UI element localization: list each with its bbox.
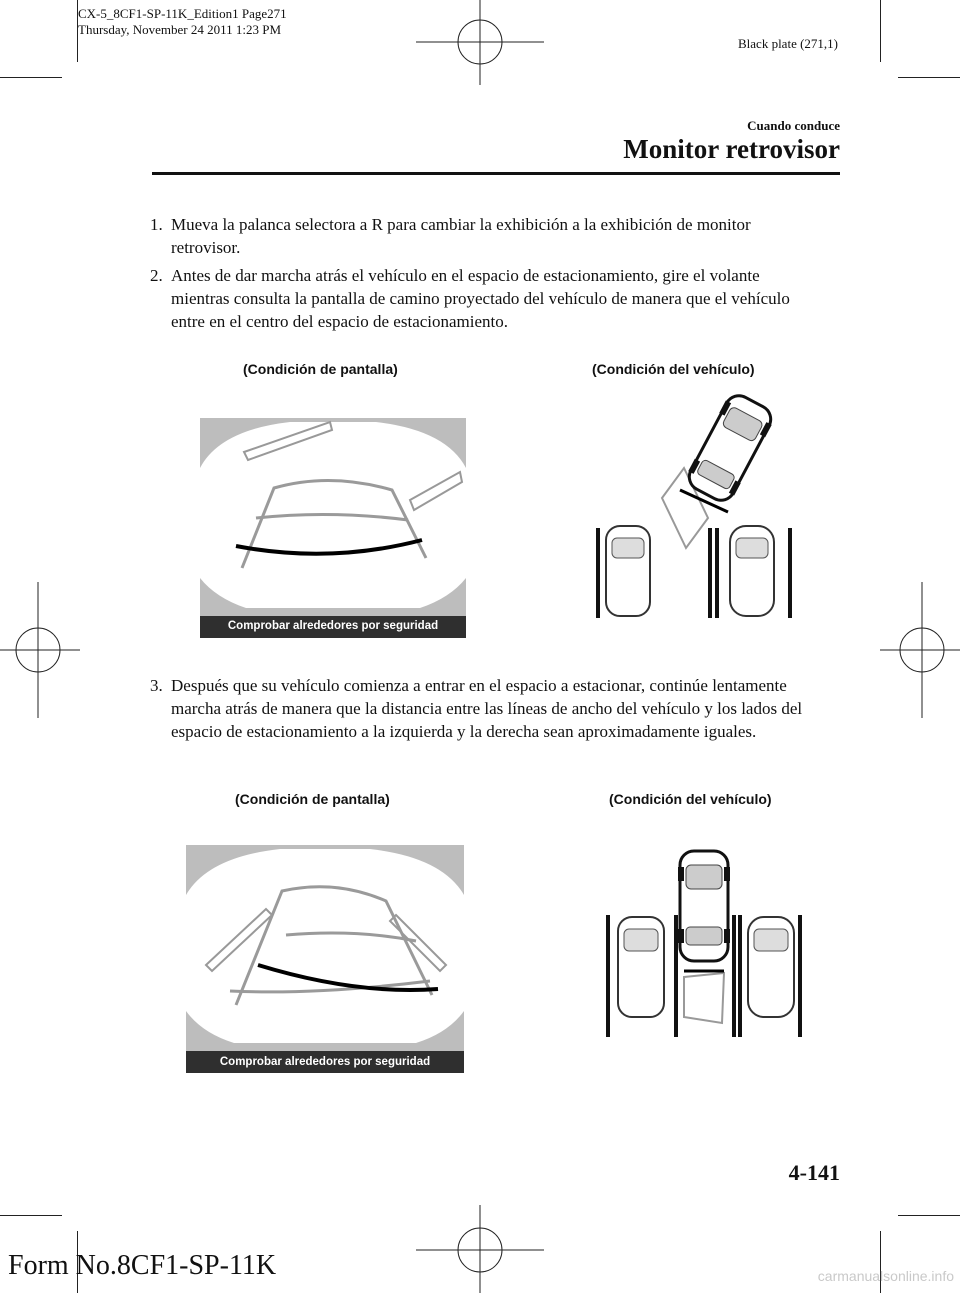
step-3 <box>150 674 810 743</box>
parking-diagram <box>590 388 810 644</box>
vehicle-condition-caption: (Condición del vehículo) <box>609 791 772 807</box>
page-title: Monitor retrovisor <box>623 134 840 164</box>
page-number: 4-141 <box>788 1160 840 1185</box>
step-2 <box>150 264 810 333</box>
step-text: Mueva la palanca selectora a R para cambiar la exhibición a la exhibición de monitor retrovisor. <box>171 215 751 257</box>
monitor-screen-graphic <box>186 845 464 1073</box>
crop-mark <box>0 77 62 78</box>
header-rule <box>152 172 840 175</box>
black-plate-label: Black plate (271,1) <box>738 36 838 51</box>
step-number: 3. <box>150 676 163 695</box>
registration-mark-bottom <box>410 1205 550 1293</box>
monitor-screen-graphic <box>200 418 466 638</box>
crop-mark <box>898 77 960 78</box>
step-1 <box>150 213 810 259</box>
vehicle-parking-illustration <box>590 388 810 644</box>
crop-mark <box>0 1215 62 1216</box>
monitor-screen-illustration <box>186 845 464 1073</box>
step-number: 2. <box>150 266 163 285</box>
check-surroundings-banner: Comprobar alrededores por seguridad <box>200 616 466 636</box>
monitor-screen-illustration <box>200 418 466 638</box>
parking-diagram <box>600 845 810 1041</box>
registration-mark-top <box>410 0 550 90</box>
section-label: Cuando conduce <box>747 118 840 133</box>
check-surroundings-banner: Comprobar alrededores por seguridad <box>186 1052 464 1072</box>
screen-condition-caption: (Condición de pantalla) <box>243 361 398 377</box>
registration-mark-left <box>0 580 90 720</box>
vehicle-condition-caption: (Condición del vehículo) <box>592 361 755 377</box>
crop-mark <box>898 1215 960 1216</box>
screen-condition-caption: (Condición de pantalla) <box>235 791 390 807</box>
step-number: 1. <box>150 215 163 234</box>
step-text: Después que su vehículo comienza a entrar en el espacio a estacionar, continúe lentamente marcha atrás de manera que la distancia entre las líneas de ancho del vehículo y los lados del espacio de estacionamiento a la izquierda y la derecha sean aproximadamente iguales. <box>171 676 803 741</box>
registration-mark-right <box>870 580 960 720</box>
print-job-line: CX-5_8CF1-SP-11K_Edition1 Page271 <box>78 6 287 21</box>
vehicle-parking-illustration <box>600 845 810 1041</box>
form-number: Form No.8CF1-SP-11K <box>8 1250 277 1281</box>
step-text: Antes de dar marcha atrás el vehículo en el espacio de estacionamiento, gire el volante mientras consulta la pantalla de camino proyectado del vehículo de manera que el vehículo entre en el centro del espacio de estacionamiento. <box>171 266 790 331</box>
watermark: carmanualsonline.info <box>817 1268 954 1284</box>
crop-mark <box>880 0 881 62</box>
print-date-line: Thursday, November 24 2011 1:23 PM <box>78 22 282 37</box>
